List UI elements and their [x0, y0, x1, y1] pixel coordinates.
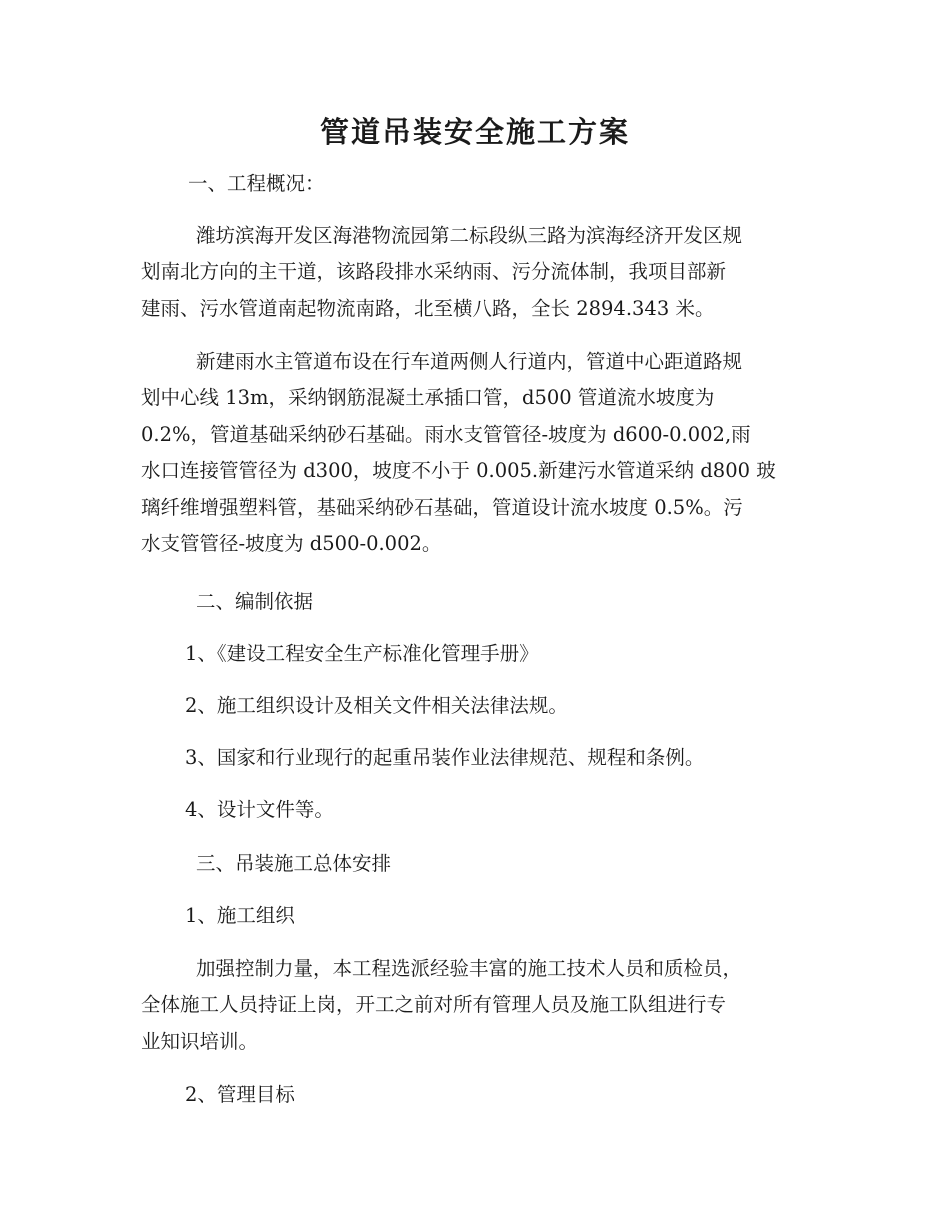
list-item: 3、国家和行业现行的起重吊装作业法律规范、规程和条例。 [185, 746, 705, 769]
paragraph-line: 全体施工人员持证上岗，开工之前对所有管理人员及施工队组进行专 [141, 993, 727, 1016]
section-heading-overview: 一、工程概况： [188, 172, 325, 195]
subsection-heading: 1、施工组织 [185, 904, 295, 927]
paragraph-line: 水口连接管管径为 d300，坡度不小于 0.005.新建污水管道采纳 d800 玻 [141, 459, 776, 482]
paragraph-line: 加强控制力量，本工程选派经验丰富的施工技术人员和质检员， [196, 957, 743, 980]
paragraph-line: 划中心线 13m，采纳钢筋混凝土承插口管，d500 管道流水坡度为 [141, 386, 715, 409]
paragraph-line: 璃纤维增强塑料管，基础采纳砂石基础，管道设计流水坡度 0.5%。污 [141, 496, 743, 519]
list-item: 1、《建设工程安全生产标准化管理手册》 [185, 642, 539, 665]
paragraph-line: 新建雨水主管道布设在行车道两侧人行道内，管道中心距道路规 [196, 350, 743, 373]
list-item: 4、设计文件等。 [185, 798, 334, 821]
subsection-heading: 2、管理目标 [185, 1083, 295, 1106]
section-heading-arrangement: 三、吊装施工总体安排 [196, 852, 392, 875]
paragraph-line: 0.2%，管道基础采纳砂石基础。雨水支管管径-坡度为 d600-0.002,雨 [141, 423, 751, 446]
section-heading-basis: 二、编制依据 [196, 590, 314, 613]
paragraph-line: 建雨、污水管道南起物流南路，北至横八路，全长 2894.343 米。 [141, 297, 715, 320]
paragraph-line: 水支管管径-坡度为 d500-0.002。 [141, 532, 442, 555]
paragraph-line: 潍坊滨海开发区海港物流园第二标段纵三路为滨海经济开发区规 [196, 224, 743, 247]
paragraph-line: 业知识培训。 [141, 1030, 259, 1053]
paragraph-line: 划南北方向的主干道，该路段排水采纳雨、污分流体制，我项目部新 [141, 260, 727, 283]
list-item: 2、施工组织设计及相关文件相关法律法规。 [185, 694, 568, 717]
document-title: 管道吊装安全施工方案 [319, 115, 630, 149]
